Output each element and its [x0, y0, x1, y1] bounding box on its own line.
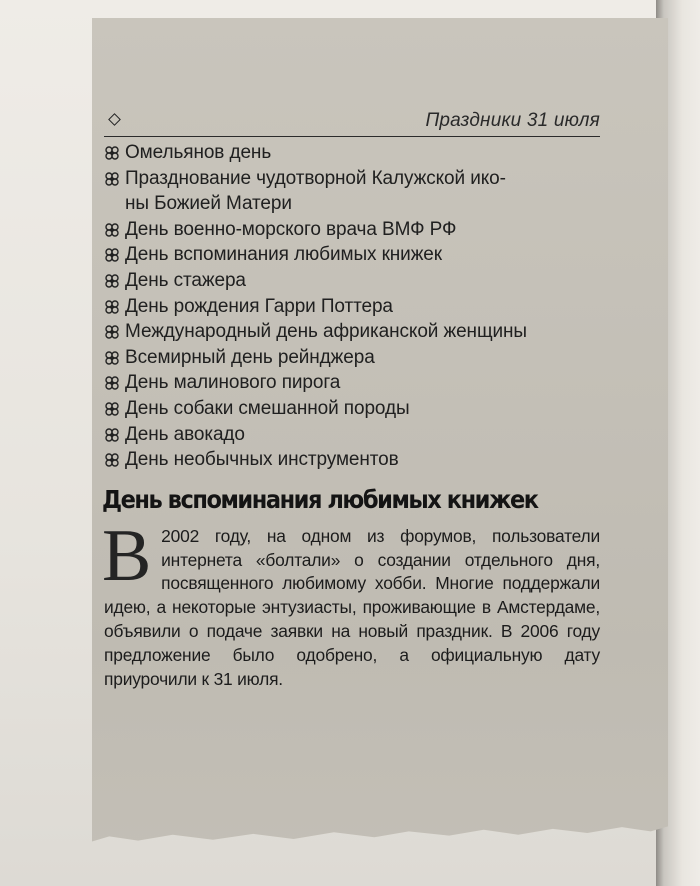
section-title: Праздники 31 июля — [425, 110, 600, 131]
list-item — [104, 396, 600, 422]
list-item — [104, 345, 600, 371]
list-item — [104, 422, 600, 448]
header-divider — [104, 136, 600, 137]
holiday-text: Международный день африканской женщины — [125, 321, 527, 343]
clover-icon — [104, 273, 120, 289]
holiday-text: День военно-морского врача ВМФ РФ — [125, 218, 457, 240]
holiday-text: День собаки смешанной породы — [125, 397, 410, 419]
clover-icon — [104, 171, 120, 187]
clover-icon — [104, 247, 120, 263]
list-item — [104, 217, 600, 243]
clover-icon — [104, 299, 120, 315]
holiday-text: День рождения Гарри Поттера — [125, 295, 393, 317]
clover-icon — [104, 350, 120, 366]
clipping-content — [104, 104, 600, 691]
holiday-text: День малинового пирога — [125, 372, 341, 394]
list-item — [104, 447, 600, 473]
article-text: 2002 году, на одном из форумов, пользователи интернета «болтали» о создании отдельного дня, посвященного любимому хобби. Многие поддержали идею, а некоторые энтузиасты, проживающие в Амстердаме, объявили о подаче заявки на новый праздник. В 2006 году предложение было одобрено, а официальную дату приурочили к 31 июля. — [104, 525, 600, 689]
list-item — [104, 140, 600, 166]
clover-icon — [104, 375, 120, 391]
holiday-text: День необычных инструментов — [125, 449, 399, 471]
holiday-text: День стажера — [125, 269, 246, 291]
holiday-text: День вспоминания любимых книжек — [125, 244, 442, 266]
clover-icon — [104, 222, 120, 238]
list-item — [104, 319, 600, 345]
article-body — [102, 514, 600, 692]
holiday-text: День авокадо — [125, 423, 245, 445]
diamond-icon — [108, 113, 121, 126]
holiday-text: Омельянов день — [125, 142, 272, 163]
list-item — [104, 370, 600, 396]
clover-icon — [104, 401, 120, 417]
clover-icon — [104, 427, 120, 443]
clover-icon — [104, 145, 120, 161]
list-item — [104, 294, 600, 320]
drop-cap: В — [102, 514, 152, 597]
clover-icon — [104, 452, 120, 468]
holiday-text: Празднование чудотворной Калужской ико- ны Божией Матери — [125, 167, 506, 215]
holiday-text: Всемирный день рейнджера — [125, 346, 375, 368]
list-item — [104, 242, 600, 268]
holiday-list — [104, 140, 600, 473]
section-header — [104, 104, 600, 134]
list-item — [104, 166, 600, 217]
article-heading: День вспоминания любимых книжек — [102, 484, 538, 514]
list-item — [104, 268, 600, 294]
clover-icon — [104, 324, 120, 340]
